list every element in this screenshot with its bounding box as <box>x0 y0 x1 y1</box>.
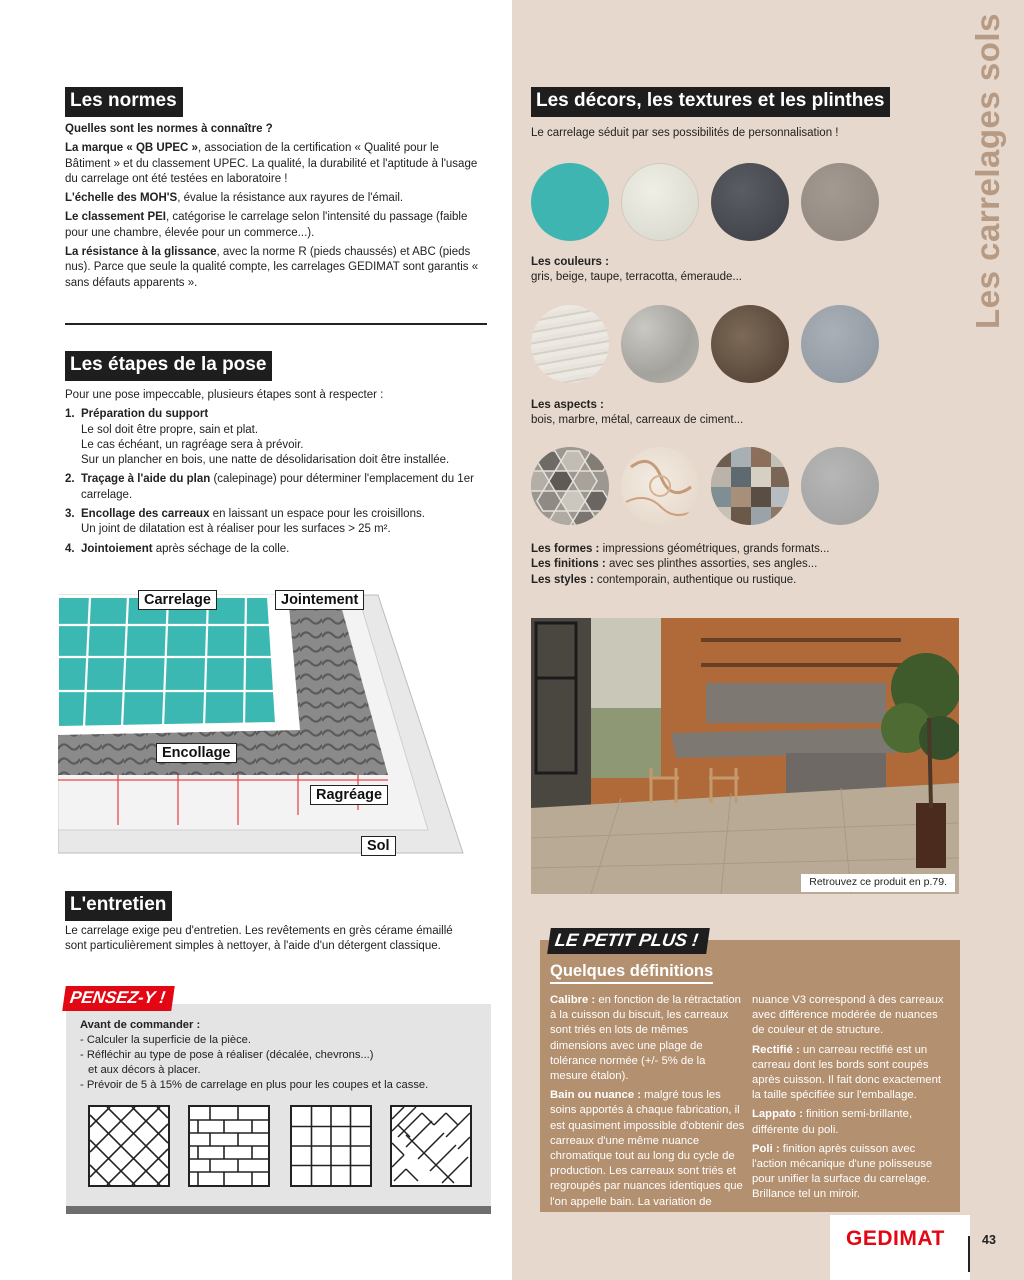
swatch-hexagones <box>531 447 609 525</box>
pensez-heading-text: Avant de commander : <box>80 1019 201 1031</box>
pensez-item: et aux décors à placer. <box>88 1064 201 1076</box>
vertical-section-title: Les carrelages sols <box>969 13 1006 329</box>
glissance-text: , avec la norme R (pieds chaussés) et ABC (pieds nus). Parce que seule la qualité compte, les carrelages GEDIMAT sont garantis « sans défauts apparents ». <box>65 246 479 289</box>
bain-continued: nuance V3 correspond à des carreaux avec différence modérée de nuances de couleur et de structure. <box>752 994 944 1037</box>
swatch-marbre <box>621 305 699 383</box>
calibre-label: Calibre : <box>550 994 596 1006</box>
aspects-label: Les aspects : <box>531 399 604 411</box>
petit-plus-tag: LE PETIT PLUS ! <box>547 928 710 954</box>
pattern-staggered-icon <box>188 1105 270 1187</box>
normes-heading: Les normes <box>65 87 183 117</box>
pensez-y-tag: PENSEZ-Y ! <box>62 986 175 1011</box>
step-line: Sur un plancher en bois, une natte de désolidarisation doit être installée. <box>81 454 450 467</box>
calibre-text: en fonction de la rétractation à la cuisson du biscuit, les carreaux sont triés en lots de mêmes dimensions avec une plage de tolérance normée (+/- 5% de la mesure étalon). <box>550 994 741 1083</box>
step-title: Encollage des carreaux <box>81 508 210 521</box>
pei-text: , catégorise le carrelage selon l'intensité du passage (faible pour une chambre, élevée pour un commerce...). <box>65 211 468 239</box>
normes-question: Quelles sont les normes à connaître ? <box>65 123 273 135</box>
step-title: Jointoiement <box>81 542 153 555</box>
lappato-text: finition semi-brillante, différente du poli. <box>752 1108 913 1136</box>
kitchen-photo <box>531 618 959 894</box>
pensez-list <box>80 1018 480 1093</box>
poli-label: Poli : <box>752 1142 780 1155</box>
petit-plus-col-left <box>550 993 746 1210</box>
pensez-item: - Calculer la superficie de la pièce. <box>80 1034 252 1046</box>
step-text: après séchage de la colle. <box>152 542 290 555</box>
couleurs-values: gris, beige, taupe, terracotta, émeraude... <box>531 271 742 284</box>
styles-label: Les styles : <box>531 573 594 586</box>
photo-caption: Retrouvez ce produit en p.79. <box>801 874 955 892</box>
normes-body <box>65 122 485 295</box>
decors-intro: Le carrelage séduit par ses possibilités de personnalisation ! <box>531 127 839 139</box>
step-number: 3. <box>65 508 75 521</box>
petit-plus-col-right <box>752 993 952 1203</box>
etapes-list <box>65 407 485 557</box>
rectifie-label: Rectifié : <box>752 1043 800 1056</box>
swatch-grand-format <box>801 447 879 525</box>
etapes-heading: Les étapes de la pose <box>65 351 272 381</box>
marque-label: La marque « QB UPEC » <box>65 142 198 155</box>
swatch-beige <box>621 163 699 241</box>
rectifie-text: un carreau rectifié est un carreau dont les bords sont coupés après cuisson. Il fait donc exactement la taille spécifiée sur l'emballage. <box>752 1043 942 1102</box>
swatch-metal <box>711 305 789 383</box>
pattern-grid-icon <box>290 1105 372 1187</box>
swatch-mosaique <box>711 447 789 525</box>
pensez-y-box <box>66 1004 491 1214</box>
formes-label: Les formes : <box>531 543 600 555</box>
pattern-diagonal-icon <box>88 1105 170 1187</box>
step-text: en laissant un espace pour les croisillons. <box>209 508 425 521</box>
step-line: Le sol doit être propre, sain et plat. <box>81 423 259 436</box>
pensez-item: - Prévoir de 5 à 15% de carrelage en plus pour les coupes et la casse. <box>80 1079 429 1091</box>
step-line: Un joint de dilatation est à réaliser pour les surfaces > 25 m². <box>81 523 391 536</box>
etapes-intro: Pour une pose impeccable, plusieurs étapes sont à respecter : <box>65 389 384 401</box>
finitions-label: Les finitions : <box>531 558 606 571</box>
layers-illustration <box>58 585 468 860</box>
step-text: (calepinage) pour déterminer l'emplacement du 1er carrelage. <box>81 473 474 501</box>
etapes-body <box>65 388 485 561</box>
pensez-item: - Réfléchir au type de pose à réaliser (décalée, chevrons...) <box>80 1049 374 1061</box>
aspects-values: bois, marbre, métal, carreaux de ciment... <box>531 414 744 427</box>
swatch-anthracite <box>711 163 789 241</box>
couleurs-label: Les couleurs : <box>531 256 609 268</box>
step-number: 4. <box>65 542 75 555</box>
moh-label: L'échelle des MOH'S <box>65 192 178 205</box>
label-jointement: Jointement <box>275 590 364 610</box>
pei-label: Le classement PEI <box>65 211 166 224</box>
step-4 <box>65 542 485 557</box>
moh-text: , évalue la résistance aux rayures de l'émail. <box>177 192 404 205</box>
marque-text: , association de la certification « Qualité pour le Bâtiment » et du classement UPEC. La qualité, la durabilité et l'aptitude à l'usage du carrelage ont été testées en laboratoire ! <box>65 142 478 185</box>
couleurs-text <box>531 255 931 286</box>
label-sol: Sol <box>361 836 396 856</box>
step-title: Traçage à l'aide du plan <box>81 473 211 486</box>
poli-text: finition après cuisson avec l'action mécanique d'une polisseuse pour unifier la surface du carrelage. Brillance tel un miroir. <box>752 1142 933 1201</box>
step-line: Le cas échéant, un ragréage sera à prévoir. <box>81 438 304 451</box>
petit-plus-box <box>540 940 960 1212</box>
entretien-text: Le carrelage exige peu d'entretien. Les revêtements en grès cérame émaillé sont particulièrement simples à nettoyer, à l'aide d'un détergent classique. <box>65 925 453 953</box>
label-encollage: Encollage <box>156 743 237 763</box>
label-ragreage: Ragréage <box>310 785 388 805</box>
pattern-herringbone-icon <box>390 1105 472 1187</box>
step-3 <box>65 507 485 538</box>
petit-plus-title: Quelques définitions <box>550 962 713 984</box>
step-number: 2. <box>65 473 75 486</box>
step-number: 1. <box>65 408 75 421</box>
swatch-decor <box>621 447 699 525</box>
section-divider <box>65 323 487 325</box>
step-2 <box>65 472 485 503</box>
formes-text <box>531 542 951 588</box>
tile-layers-diagram <box>58 585 468 860</box>
swatch-bois <box>531 305 609 383</box>
glissance-label: La résistance à la glissance <box>65 246 217 259</box>
footer-separator <box>968 1236 970 1272</box>
label-carrelage: Carrelage <box>138 590 217 610</box>
aspects-text <box>531 398 931 429</box>
step-title: Préparation du support <box>81 408 209 421</box>
lappato-label: Lappato : <box>752 1108 803 1121</box>
swatch-taupe <box>801 163 879 241</box>
gedimat-logo: GEDIMAT <box>846 1227 945 1250</box>
page-number: 43 <box>982 1233 996 1247</box>
swatch-ciment <box>801 305 879 383</box>
footer-logo-box <box>830 1215 970 1280</box>
step-1 <box>65 407 485 468</box>
swatch-emeraude <box>531 163 609 241</box>
decors-heading: Les décors, les textures et les plinthes <box>531 87 890 117</box>
styles-values: contemporain, authentique ou rustique. <box>593 573 797 586</box>
finitions-values: avec ses plinthes assorties, ses angles... <box>605 558 818 571</box>
formes-values: impressions géométriques, grands formats... <box>599 543 830 555</box>
entretien-heading: L'entretien <box>65 891 172 921</box>
bain-text: malgré tous les soins apportés à chaque fabrication, il est quasiment impossible d'obtenir des carreaux d'une même nuance chromatique tout au long du cycle de production. Les carreaux sont triés et regroupés par nuances identiques que l'on appelle bain. La variation de <box>550 1089 745 1208</box>
bain-label: Bain ou nuance : <box>550 1089 642 1102</box>
